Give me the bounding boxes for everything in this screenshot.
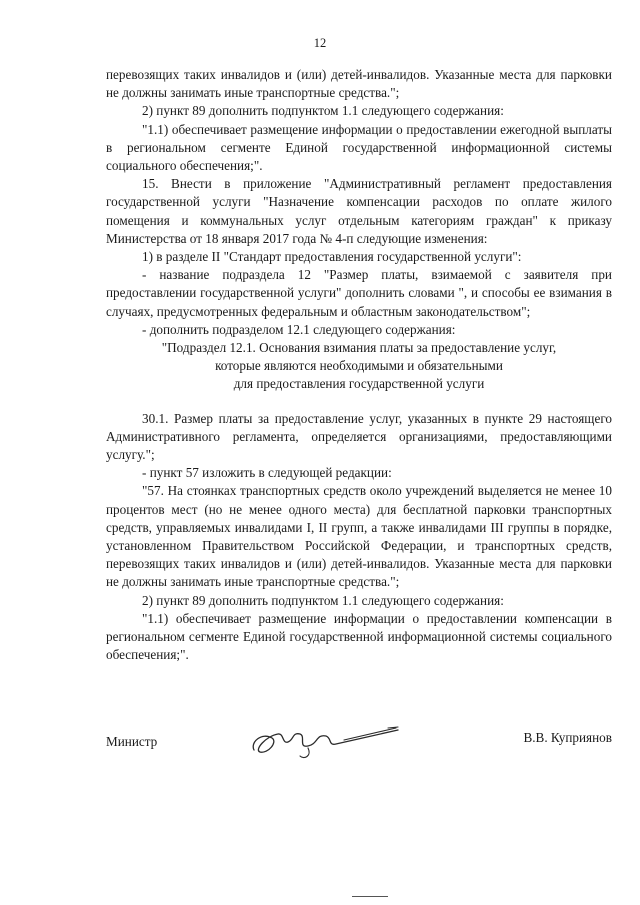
subsection-heading-line: для предоставления государственной услуги bbox=[233, 376, 485, 392]
signer-title: Министр bbox=[106, 734, 158, 749]
paragraph: - пункт 57 изложить в следующей редакции: bbox=[142, 465, 392, 481]
paragraph: - название подраздела 12 "Размер платы, взимаемой с заявителя при предоставлении государственной услуги" дополнить словами ", и способы ее взимания в случаях, предусмотренных федеральным и областным законодательством"; bbox=[106, 267, 612, 319]
paragraph: 2) пункт 89 дополнить подпунктом 1.1 следующего содержания: bbox=[142, 103, 504, 119]
page-edge-mark bbox=[352, 896, 388, 897]
subsection-heading-line: которые являются необходимыми и обязательными bbox=[215, 358, 503, 374]
document-body bbox=[106, 66, 612, 665]
paragraph: 30.1. Размер платы за предоставление услуг, указанных в пункте 29 настоящего Административного регламента, определяется организациями, предоставляющими услугу."; bbox=[106, 410, 612, 463]
signature-block bbox=[106, 722, 612, 762]
paragraph: 1) в разделе II "Стандарт предоставления государственной услуги": bbox=[142, 249, 522, 265]
subsection-heading-line: "Подраздел 12.1. Основания взимания платы за предоставление услуг, bbox=[161, 340, 557, 356]
paragraph: "1.1) обеспечивает размещение информации о предоставлении компенсации в региональном сегменте Единой государственной информационной системы социального обеспечения;". bbox=[106, 610, 612, 663]
signer-name: В.В. Куприянов bbox=[523, 730, 612, 745]
paragraph: 2) пункт 89 дополнить подпунктом 1.1 следующего содержания: bbox=[142, 592, 504, 608]
paragraph: 15. Внести в приложение "Административный регламент предоставления государственной услуги "Назначение компенсации расходов по оплате жилого помещения и коммунальных услуг отдельным категориям граждан" к приказу Министерства от 18 января 2017 года № 4-п следующие изменения: bbox=[106, 176, 612, 246]
paragraph: "1.1) обеспечивает размещение информации о предоставлении ежегодной выплаты в региональном сегменте Единой государственной информационной системы социального обеспечения;". bbox=[106, 121, 612, 174]
paragraph: перевозящих таких инвалидов и (или) детей-инвалидов. Указанные места для парковки не должны занимать иные транспортные средства."; bbox=[106, 67, 612, 101]
handwritten-signature bbox=[248, 722, 408, 762]
paragraph: "57. На стоянках транспортных средств около учреждений выделяется не менее 10 процентов мест (но не менее одного места) для бесплатной парковки транспортных средств, управляемых инвалидами I, II групп, а также инвалидами III группы в порядке, установленном Правительством Российской Федерации, и транспортных средств, перевозящих таких инвалидов и (или) детей-инвалидов. Указанные места для парковки не должны занимать иные транспортные средства."; bbox=[106, 483, 612, 590]
paragraph: - дополнить подразделом 12.1 следующего содержания: bbox=[142, 321, 456, 337]
page-number: 12 bbox=[313, 36, 327, 50]
